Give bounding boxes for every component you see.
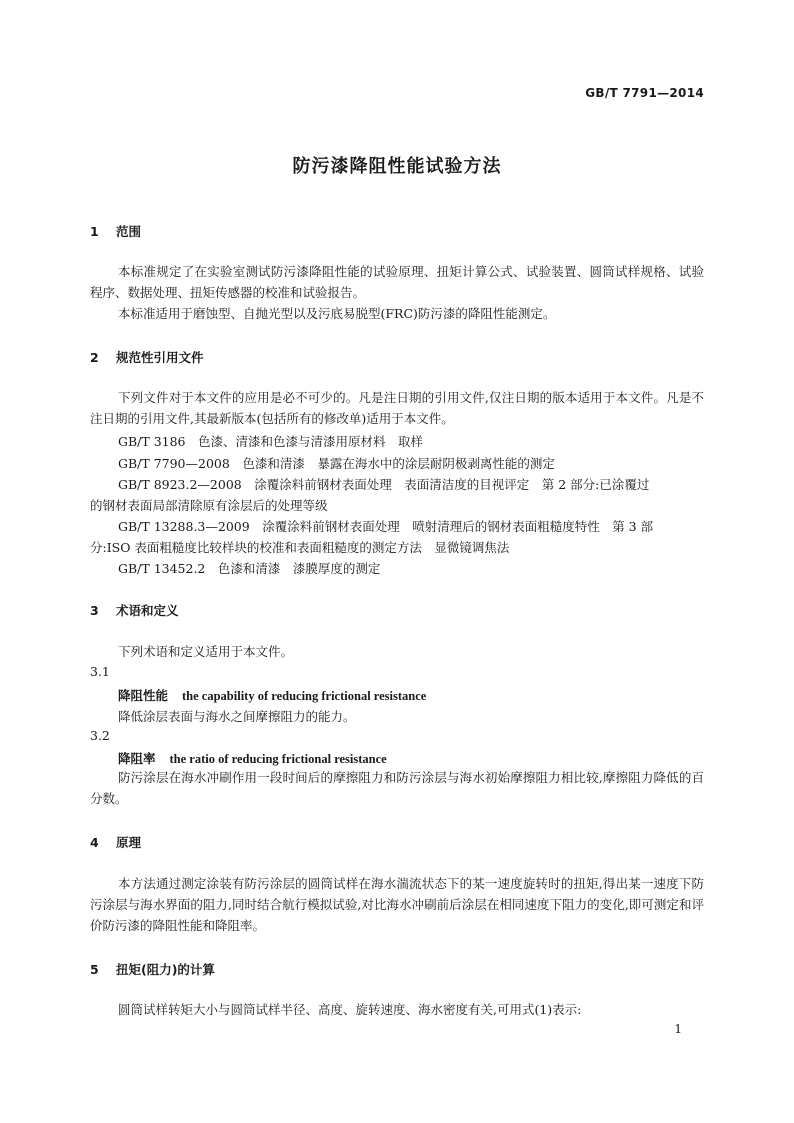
reference-gbt7790: GB/T 7790—2008 色漆和清漆 暴露在海水中的涂层耐阴极剥离性能的测定 bbox=[118, 456, 555, 471]
section-number: 2 bbox=[90, 350, 99, 365]
section-4-heading bbox=[90, 833, 141, 851]
reference-gbt8923-cont: 的钢材表面局部清除原有涂层后的处理等级 bbox=[90, 498, 328, 513]
reference-gbt13452: GB/T 13452.2 色漆和清漆 漆膜厚度的测定 bbox=[118, 561, 381, 576]
section-number: 1 bbox=[90, 224, 99, 239]
standard-number: GB/T 7791—2014 bbox=[585, 86, 704, 100]
section-title: 扭矩(阻力)的计算 bbox=[116, 962, 215, 977]
term-english: the capability of reducing frictional resistance bbox=[182, 689, 427, 703]
terms-intro: 下列术语和定义适用于本文件。 bbox=[118, 644, 294, 659]
term-3-1 bbox=[118, 686, 426, 704]
term-number-3-2: 3.2 bbox=[90, 728, 110, 743]
term-chinese: 降阻率 bbox=[118, 751, 156, 766]
section-title: 规范性引用文件 bbox=[116, 350, 204, 365]
term-3-2-definition: 防污涂层在海水冲刷作用一段时间后的摩擦阻力和防污涂层与海水初始摩擦阻力相比较,摩擦阻力降低的百分数。 bbox=[90, 770, 704, 806]
page-number: 1 bbox=[674, 1022, 682, 1036]
section-3-heading bbox=[90, 601, 179, 619]
normative-intro-paragraph: 下列文件对于本文件的应用是必不可少的。凡是注日期的引用文件,仅注日期的版本适用于本文件。凡是不注日期的引用文件,其最新版本(包括所有的修改单)适用于本文件。 bbox=[90, 390, 704, 426]
section-number: 5 bbox=[90, 962, 99, 977]
term-3-2 bbox=[118, 749, 387, 767]
section-1-heading bbox=[90, 222, 141, 240]
term-3-1-definition: 降低涂层表面与海水之间摩擦阻力的能力。 bbox=[118, 709, 356, 724]
reference-gbt13288-cont: 分:ISO 表面粗糙度比较样块的校准和表面粗糙度的测定方法 显微镜调焦法 bbox=[90, 540, 510, 555]
section-title: 术语和定义 bbox=[116, 603, 179, 618]
section-title: 范围 bbox=[116, 224, 142, 239]
term-chinese: 降阻性能 bbox=[118, 688, 169, 703]
term-english: the ratio of reducing frictional resistance bbox=[169, 752, 387, 766]
principle-paragraph: 本方法通过测定涂装有防污涂层的圆筒试样在海水湍流状态下的某一速度旋转时的扭矩,得出某一速度下防污涂层与海水界面的阻力,同时结合航行模拟试验,对比海水冲刷前后涂层在相同速度下阻力的变化,即可测定和评价防污漆的降阻性能和降阻率。 bbox=[90, 876, 704, 933]
torque-paragraph: 圆筒试样转矩大小与圆筒试样半径、高度、旋转速度、海水密度有关,可用式(1)表示: bbox=[118, 1002, 582, 1017]
section-5-heading bbox=[90, 960, 215, 978]
reference-gbt13288: GB/T 13288.3—2009 涂覆涂料前钢材表面处理 喷射清理后的钢材表面粗糙度特性 第 3 部 bbox=[118, 519, 654, 534]
reference-gbt3186: GB/T 3186 色漆、清漆和色漆与清漆用原材料 取样 bbox=[118, 434, 424, 449]
scope-paragraph-2: 本标准适用于磨蚀型、自抛光型以及污底易脱型(FRC)防污漆的降阻性能测定。 bbox=[118, 306, 556, 321]
scope-paragraph-1: 本标准规定了在实验室测试防污漆降阻性能的试验原理、扭矩计算公式、试验装置、圆筒试样规格、试验程序、数据处理、扭矩传感器的校准和试验报告。 bbox=[90, 264, 704, 300]
section-title: 原理 bbox=[116, 835, 142, 850]
section-number: 4 bbox=[90, 835, 99, 850]
section-number: 3 bbox=[90, 603, 99, 618]
term-number-3-1: 3.1 bbox=[90, 664, 110, 679]
document-title: 防污漆降阻性能试验方法 bbox=[292, 156, 502, 177]
section-2-heading bbox=[90, 348, 204, 366]
reference-gbt8923: GB/T 8923.2—2008 涂覆涂料前钢材表面处理 表面清洁度的目视评定 第 2 部分:已涂覆过 bbox=[118, 477, 650, 492]
